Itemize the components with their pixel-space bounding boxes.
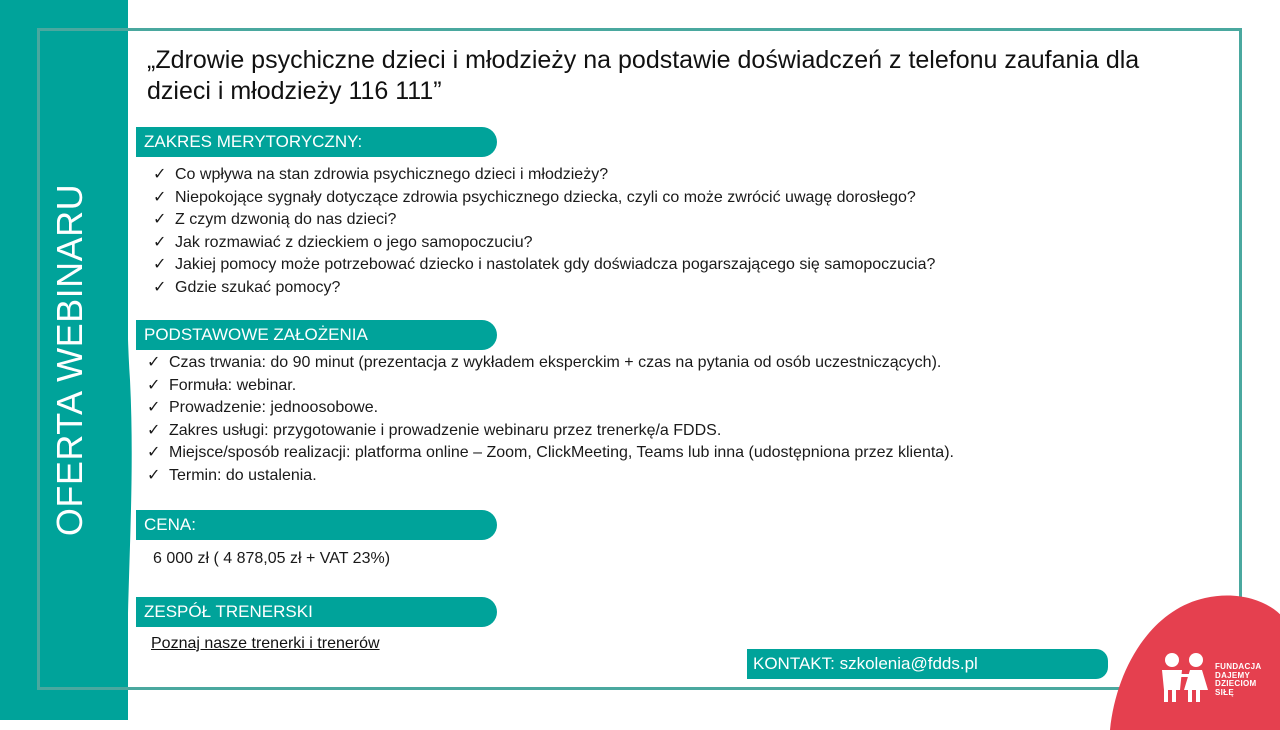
list-item: ✓ Miejsce/sposób realizacji: platforma online – Zoom, ClickMeeting, Teams lub inna (udostępniona przez klienta).: [147, 442, 954, 465]
section-heading-assumptions: PODSTAWOWE ZAŁOŻENIA: [136, 320, 497, 350]
section-heading-scope: ZAKRES MERYTORYCZNY:: [136, 127, 497, 157]
list-item: ✓ Zakres usługi: przygotowanie i prowadzenie webinaru przez trenerkę/a FDDS.: [147, 420, 954, 443]
check-icon: ✓: [147, 376, 161, 394]
list-item: ✓ Z czym dzwonią do nas dzieci?: [153, 209, 935, 232]
list-item: ✓ Jakiej pomocy może potrzebować dziecko i nastolatek gdy doświadcza pogarszającego się samopoczucia?: [153, 254, 935, 277]
assumptions-list: [147, 352, 954, 487]
list-item: ✓ Termin: do ustalenia.: [147, 465, 954, 488]
check-icon: ✓: [147, 354, 161, 371]
logo-text: FUNDACJA DAJEMY DZIECIOM SIŁĘ: [1215, 662, 1262, 697]
check-icon: ✓: [153, 233, 167, 251]
list-item: ✓ Gdzie szukać pomocy?: [153, 277, 935, 300]
side-title: OFERTA WEBINARU: [49, 183, 90, 537]
list-item: ✓ Czas trwania: do 90 minut (prezentacja z wykładem eksperckim + czas na pytania od osób uczestniczących).: [147, 352, 954, 375]
check-icon: ✓: [153, 188, 167, 206]
check-icon: ✓: [153, 211, 167, 228]
list-item: ✓ Niepokojące sygnały dotyczące zdrowia psychicznego dziecka, czyli co może zwrócić uwagę dorosłego?: [153, 187, 935, 210]
list-item: ✓ Prowadzenie: jednoosobowe.: [147, 397, 954, 420]
contact-badge: KONTAKT: szkolenia@fdds.pl: [747, 649, 1108, 679]
team-link[interactable]: Poznaj nasze trenerki i trenerów: [151, 635, 380, 652]
foundation-logo: [1110, 590, 1280, 730]
check-icon: ✓: [147, 466, 161, 484]
page-title: „Zdrowie psychiczne dzieci i młodzieży na podstawie doświadczeń z telefonu zaufania dla dzieci i młodzieży 116 111”: [147, 46, 1140, 105]
section-heading-price: CENA:: [136, 510, 497, 540]
list-item: ✓ Co wpływa na stan zdrowia psychicznego dzieci i młodzieży?: [153, 164, 935, 187]
list-item: ✓ Jak rozmawiać z dzieckiem o jego samopoczuciu?: [153, 232, 935, 255]
check-icon: ✓: [147, 399, 161, 416]
check-icon: ✓: [147, 444, 161, 461]
scope-list: [153, 164, 935, 299]
check-icon: ✓: [147, 421, 161, 439]
list-item: ✓ Formuła: webinar.: [147, 375, 954, 398]
section-heading-team: ZESPÓŁ TRENERSKI: [136, 597, 497, 627]
check-icon: ✓: [153, 256, 167, 273]
check-icon: ✓: [153, 278, 167, 296]
check-icon: ✓: [153, 166, 167, 183]
price-value: 6 000 zł ( 4 878,05 zł + VAT 23%): [153, 550, 391, 567]
